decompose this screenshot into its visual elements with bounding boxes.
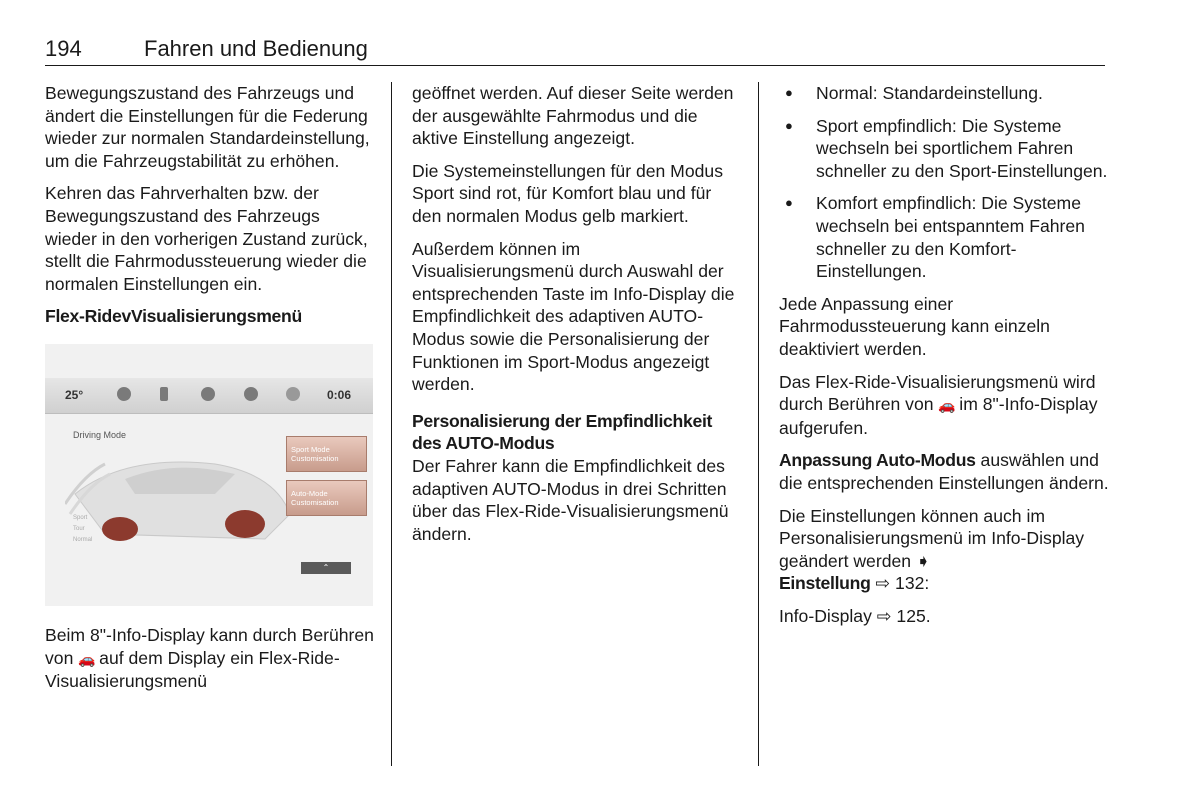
menu-item-reference: Anpassung Auto-Modus: [779, 450, 976, 471]
mode-label: Normal: [73, 536, 93, 543]
flexride-car-icon: [286, 387, 300, 401]
column-middle: [412, 82, 742, 555]
car-illustration: [65, 434, 295, 554]
auto-mode-customisation-button: Auto-Mode Customisation: [286, 480, 367, 516]
paragraph: Bewegungszustand des Fahrzeugs und ändert die Einstellungen für die Federung wieder zur normalen Standardeinstellung, um die Fahrzeugstabilität zu erhöhen.: [45, 83, 370, 171]
paragraph: Der Fahrer kann die Empfindlichkeit des adaptiven AUTO-Modus in drei Schritten über das Flex-Ride-Visualisierungsmenü ändern.: [412, 455, 729, 544]
list-item: ● Normal: Standardeinstellung.: [779, 82, 1114, 105]
settings-icon: [244, 387, 258, 401]
paragraph: geöffnet werden. Auf dieser Seite werden der ausgewählte Fahrmodus und die aktive Einstellung angezeigt.: [412, 83, 734, 149]
section-heading: Flex-RidevVisualisierungsmenü: [45, 306, 302, 327]
paragraph: Außerdem können im Visualisierungsmenü durch Auswahl der entsprechenden Taste im Info-Display die Empfindlichkeit des adaptiven AUTO-Modus sowie die Personalisierung der Funktionen im Sport-Modus angezeigt werden.: [412, 238, 735, 395]
mode-label: Tour: [73, 525, 85, 532]
sport-mode-customisation-button: Sport Mode Customisation: [286, 436, 367, 472]
paragraph: Die Systemeinstellungen für den Modus Sport sind rot, für Komfort blau und für den normalen Modus gelb markiert.: [412, 160, 723, 226]
arrow-right-icon: ➧: [915, 550, 931, 571]
list-item: ● Sport empfindlich: Die Systeme wechseln bei sportlichem Fahren schneller zu den Sport-Einstellungen.: [779, 115, 1114, 183]
column-right: [779, 82, 1114, 637]
music-icon: [117, 387, 131, 401]
navigation-icon: [201, 387, 215, 401]
paragraph: Anpassung Auto-Modus auswählen und die entsprechenden Einstellungen ändern.: [779, 450, 1109, 493]
page-reference: Info-Display ⇨ 125.: [779, 605, 931, 626]
column-left: [45, 82, 375, 703]
chevron-up-button: ⌃: [301, 562, 351, 574]
paragraph: Die Einstellungen können auch im Personalisierungsmenü im Info-Display geändert werden ➧ Einstellung ⇨ 132:: [779, 505, 1085, 594]
paragraph: Jede Anpassung einer Fahrmodussteuerung kann einzeln deaktiviert werden.: [779, 293, 1050, 359]
paragraph: Das Flex-Ride-Visualisierungsmenü wird durch Berühren von 🚗 im 8"-Info-Display aufgerufen.: [779, 371, 1098, 438]
flexride-car-icon: 🚗: [938, 397, 956, 414]
bullet-list: [779, 82, 1114, 283]
page-header: [45, 34, 1105, 66]
section-heading: Personalisierung der Empfindlichkeit des AUTO-Modus: [412, 410, 713, 454]
mode-label: Sport: [73, 514, 88, 521]
flexride-car-icon: 🚗: [78, 650, 96, 667]
page-reference: ⇨ 132:: [870, 573, 930, 594]
phone-icon: [160, 387, 168, 401]
display-top-bar: [45, 378, 373, 414]
screen-title: Driving Mode: [73, 429, 127, 440]
driving-mode-screenshot: [45, 344, 373, 606]
temperature-readout: 25°: [65, 387, 84, 402]
column-divider: [758, 82, 759, 766]
menu-item-reference: Einstellung: [779, 573, 871, 594]
clock-readout: 0:06: [326, 387, 351, 402]
page-number: 194: [45, 36, 82, 61]
chapter-title: Fahren und Bedienung: [144, 36, 368, 61]
paragraph: Kehren das Fahrverhalten bzw. der Bewegungszustand des Fahrzeugs wieder in den vorherigen Zustand zurück, stellt die Fahrmodussteuerung wieder die normalen Einstellungen ein.: [45, 183, 368, 294]
list-item: ● Komfort empfindlich: Die Systeme wechseln bei entspanntem Fahren schneller zu den Komfort-Einstellungen.: [779, 192, 1114, 282]
column-divider: [391, 82, 392, 766]
paragraph: Beim 8"-Info-Display kann durch Berühren von 🚗 auf dem Display ein Flex-Ride-Visualisierungsmenü: [45, 624, 374, 692]
